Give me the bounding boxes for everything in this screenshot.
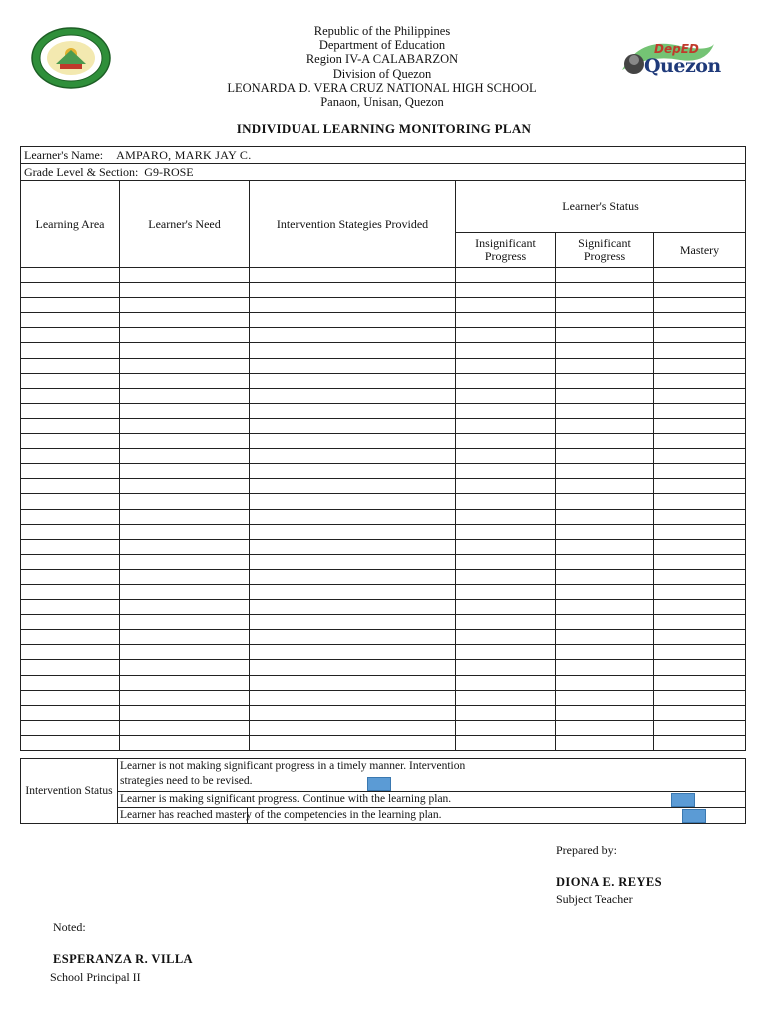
cell-significant[interactable] [556, 705, 654, 720]
cell-insignificant[interactable] [456, 539, 556, 554]
cell-significant[interactable] [556, 524, 654, 539]
cell-significant[interactable] [556, 434, 654, 449]
col-learners-need: Learner's Need [120, 181, 250, 268]
table-row [21, 298, 746, 313]
cell-insignificant[interactable] [456, 479, 556, 494]
table-row [21, 494, 746, 509]
table-row [21, 449, 746, 464]
cell-intervention[interactable] [250, 675, 456, 690]
cell-intervention[interactable] [250, 690, 456, 705]
legend-row-significant [118, 792, 746, 808]
cell-learning-area[interactable] [21, 373, 120, 388]
cell-intervention[interactable] [250, 630, 456, 645]
cell-learning-area[interactable] [21, 358, 120, 373]
cell-mastery[interactable] [654, 343, 746, 358]
legend-row3-cell-b [248, 808, 746, 824]
cell-learning-area[interactable] [21, 343, 120, 358]
cell-insignificant[interactable] [456, 645, 556, 660]
school-header [180, 24, 584, 109]
col-learners-status: Learner's Status [456, 181, 746, 233]
cell-mastery[interactable] [654, 403, 746, 418]
cell-learners-need[interactable] [120, 449, 250, 464]
cell-learning-area[interactable] [21, 720, 120, 735]
table-row [21, 720, 746, 735]
cell-mastery[interactable] [654, 554, 746, 569]
cell-learning-area[interactable] [21, 313, 120, 328]
cell-intervention[interactable] [250, 434, 456, 449]
cell-learning-area[interactable] [21, 569, 120, 584]
cell-significant[interactable] [556, 479, 654, 494]
cell-learning-area[interactable] [21, 735, 120, 750]
cell-insignificant[interactable] [456, 675, 556, 690]
cell-mastery[interactable] [654, 569, 746, 584]
table-row [21, 735, 746, 750]
cell-intervention[interactable] [250, 449, 456, 464]
cell-mastery[interactable] [654, 720, 746, 735]
cell-learners-need[interactable] [120, 630, 250, 645]
cell-significant[interactable] [556, 569, 654, 584]
table-row [21, 554, 746, 569]
monitoring-table [20, 146, 746, 751]
cell-significant[interactable] [556, 720, 654, 735]
cell-intervention[interactable] [250, 539, 456, 554]
cell-insignificant[interactable] [456, 615, 556, 630]
cell-learning-area[interactable] [21, 494, 120, 509]
table-row [21, 645, 746, 660]
cell-learners-need[interactable] [120, 675, 250, 690]
cell-intervention[interactable] [250, 373, 456, 388]
cell-significant[interactable] [556, 630, 654, 645]
table-row [21, 600, 746, 615]
cell-learning-area[interactable] [21, 434, 120, 449]
cell-learners-need[interactable] [120, 373, 250, 388]
cell-insignificant[interactable] [456, 328, 556, 343]
cell-mastery[interactable] [654, 358, 746, 373]
cell-intervention[interactable] [250, 328, 456, 343]
table-row [21, 705, 746, 720]
cell-intervention[interactable] [250, 554, 456, 569]
cell-insignificant[interactable] [456, 630, 556, 645]
cell-learning-area[interactable] [21, 554, 120, 569]
cell-learners-need[interactable] [120, 600, 250, 615]
cell-mastery[interactable] [654, 373, 746, 388]
cell-intervention[interactable] [250, 524, 456, 539]
prepared-by-label: Prepared by: [556, 843, 617, 857]
cell-significant[interactable] [556, 464, 654, 479]
grade-section-value[interactable]: G9-ROSE [144, 164, 194, 179]
cell-intervention[interactable] [250, 569, 456, 584]
cell-intervention[interactable] [250, 358, 456, 373]
table-row [21, 675, 746, 690]
cell-mastery[interactable] [654, 524, 746, 539]
cell-learning-area[interactable] [21, 524, 120, 539]
table-row [21, 358, 746, 373]
cell-mastery[interactable] [654, 690, 746, 705]
cell-significant[interactable] [556, 600, 654, 615]
cell-insignificant[interactable] [456, 358, 556, 373]
cell-intervention[interactable] [250, 343, 456, 358]
cell-mastery[interactable] [654, 328, 746, 343]
cell-learners-need[interactable] [120, 434, 250, 449]
cell-learners-need[interactable] [120, 569, 250, 584]
teacher-name: DIONA E. REYES [556, 875, 662, 889]
cell-mastery[interactable] [654, 449, 746, 464]
cell-significant[interactable] [556, 388, 654, 403]
cell-insignificant[interactable] [456, 268, 556, 283]
table-row [21, 343, 746, 358]
cell-learners-need[interactable] [120, 539, 250, 554]
grade-section-row [21, 164, 746, 181]
cell-learners-need[interactable] [120, 388, 250, 403]
cell-insignificant[interactable] [456, 660, 556, 675]
cell-insignificant[interactable] [456, 554, 556, 569]
cell-intervention[interactable] [250, 268, 456, 283]
cell-insignificant[interactable] [456, 569, 556, 584]
legend-row-not-significant [118, 759, 746, 792]
status-swatch-mastery[interactable] [682, 809, 706, 823]
cell-significant[interactable] [556, 509, 654, 524]
cell-mastery[interactable] [654, 705, 746, 720]
header-line-region: Region IV-A CALABARZON [305, 52, 459, 67]
table-row [21, 464, 746, 479]
teacher-title: Subject Teacher [556, 892, 633, 906]
table-row [21, 584, 746, 599]
header-line-school: LEONARDA D. VERA CRUZ NATIONAL HIGH SCHOOL [227, 80, 537, 95]
cell-intervention[interactable] [250, 705, 456, 720]
table-row [21, 313, 746, 328]
cell-learners-need[interactable] [120, 313, 250, 328]
header-line-republic: Republic of the Philippines [313, 24, 451, 38]
cell-learning-area[interactable] [21, 418, 120, 433]
table-row [21, 539, 746, 554]
cell-mastery[interactable] [654, 630, 746, 645]
cell-significant[interactable] [556, 675, 654, 690]
cell-learning-area[interactable] [21, 675, 120, 690]
table-row [21, 268, 746, 283]
cell-learners-need[interactable] [120, 343, 250, 358]
cell-significant[interactable] [556, 645, 654, 660]
legend-row1-line1: Learner is not making significant progress in a timely manner. Intervention [120, 760, 466, 772]
cell-learning-area[interactable] [21, 283, 120, 298]
cell-learning-area[interactable] [21, 388, 120, 403]
col-learning-area: Learning Area [21, 181, 120, 268]
cell-intervention[interactable] [250, 479, 456, 494]
cell-mastery[interactable] [654, 539, 746, 554]
header-line-address: Panaon, Unisan, Quezon [320, 95, 444, 110]
cell-learning-area[interactable] [21, 705, 120, 720]
cell-insignificant[interactable] [456, 720, 556, 735]
cell-significant[interactable] [556, 298, 654, 313]
cell-learners-need[interactable] [120, 464, 250, 479]
cell-significant[interactable] [556, 660, 654, 675]
cell-insignificant[interactable] [456, 735, 556, 750]
table-row [21, 690, 746, 705]
cell-learners-need[interactable] [120, 645, 250, 660]
learner-name-label: Learner's Name: [24, 147, 104, 162]
legend-row1-line2: strategies need to be revised. [120, 775, 253, 787]
cell-mastery[interactable] [654, 675, 746, 690]
cell-mastery[interactable] [654, 660, 746, 675]
cell-significant[interactable] [556, 268, 654, 283]
cell-intervention[interactable] [250, 403, 456, 418]
cell-insignificant[interactable] [456, 388, 556, 403]
cell-learning-area[interactable] [21, 509, 120, 524]
cell-insignificant[interactable] [456, 418, 556, 433]
cell-intervention[interactable] [250, 283, 456, 298]
cell-learners-need[interactable] [120, 418, 250, 433]
cell-learning-area[interactable] [21, 464, 120, 479]
cell-insignificant[interactable] [456, 313, 556, 328]
cell-insignificant[interactable] [456, 373, 556, 388]
cell-intervention[interactable] [250, 388, 456, 403]
grade-section-label: Grade Level & Section: [24, 164, 139, 179]
cell-significant[interactable] [556, 584, 654, 599]
cell-insignificant[interactable] [456, 343, 556, 358]
logo-quezon-text: Quezon [644, 55, 721, 77]
cell-intervention[interactable] [250, 615, 456, 630]
cell-insignificant[interactable] [456, 584, 556, 599]
cell-learning-area[interactable] [21, 328, 120, 343]
col-insignificant-progress: Insignificant Progress [456, 233, 556, 268]
school-seal-logo [30, 26, 112, 90]
legend-label: Intervention Status [21, 759, 118, 824]
cell-mastery[interactable] [654, 283, 746, 298]
table-row [21, 418, 746, 433]
cell-intervention[interactable] [250, 313, 456, 328]
cell-insignificant[interactable] [456, 494, 556, 509]
cell-intervention[interactable] [250, 464, 456, 479]
col-mastery: Mastery [654, 233, 746, 268]
table-row [21, 373, 746, 388]
cell-learning-area[interactable] [21, 615, 120, 630]
cell-learning-area[interactable] [21, 268, 120, 283]
cell-significant[interactable] [556, 615, 654, 630]
cell-learners-need[interactable] [120, 283, 250, 298]
cell-significant[interactable] [556, 343, 654, 358]
cell-mastery[interactable] [654, 509, 746, 524]
cell-mastery[interactable] [654, 313, 746, 328]
cell-learning-area[interactable] [21, 600, 120, 615]
cell-intervention[interactable] [250, 298, 456, 313]
cell-significant[interactable] [556, 494, 654, 509]
cell-intervention[interactable] [250, 645, 456, 660]
cell-learning-area[interactable] [21, 403, 120, 418]
cell-learning-area[interactable] [21, 449, 120, 464]
cell-learners-need[interactable] [120, 509, 250, 524]
cell-significant[interactable] [556, 403, 654, 418]
status-swatch-continue[interactable] [671, 793, 695, 807]
intervention-status-legend [20, 758, 746, 824]
cell-intervention[interactable] [250, 494, 456, 509]
header-line-department: Department of Education [318, 38, 446, 53]
cell-learners-need[interactable] [120, 358, 250, 373]
cell-mastery[interactable] [654, 735, 746, 750]
cell-learners-need[interactable] [120, 735, 250, 750]
cell-mastery[interactable] [654, 479, 746, 494]
cell-learning-area[interactable] [21, 298, 120, 313]
cell-intervention[interactable] [250, 509, 456, 524]
cell-significant[interactable] [556, 373, 654, 388]
deped-quezon-logo [620, 40, 721, 82]
cell-learning-area[interactable] [21, 630, 120, 645]
cell-insignificant[interactable] [456, 298, 556, 313]
status-swatch-revise[interactable] [367, 777, 391, 791]
cell-insignificant[interactable] [456, 434, 556, 449]
cell-learning-area[interactable] [21, 645, 120, 660]
cell-mastery[interactable] [654, 434, 746, 449]
cell-learners-need[interactable] [120, 690, 250, 705]
table-row [21, 388, 746, 403]
cell-mastery[interactable] [654, 418, 746, 433]
col-significant-progress: Significant Progress [556, 233, 654, 268]
cell-learning-area[interactable] [21, 690, 120, 705]
cell-insignificant[interactable] [456, 705, 556, 720]
cell-significant[interactable] [556, 449, 654, 464]
table-row [21, 615, 746, 630]
table-row [21, 328, 746, 343]
principal-name: ESPERANZA R. VILLA [53, 952, 193, 966]
cell-intervention[interactable] [250, 735, 456, 750]
legend-row3-cell-a [118, 808, 442, 824]
principal-title: School Principal II [50, 970, 141, 984]
table-body [21, 268, 746, 751]
table-row [21, 660, 746, 675]
cell-intervention[interactable] [250, 720, 456, 735]
cell-learning-area[interactable] [21, 479, 120, 494]
cell-mastery[interactable] [654, 645, 746, 660]
cell-significant[interactable] [556, 358, 654, 373]
cell-insignificant[interactable] [456, 509, 556, 524]
table-row [21, 509, 746, 524]
cell-mastery[interactable] [654, 600, 746, 615]
table-row [21, 434, 746, 449]
table-row [21, 283, 746, 298]
table-row [21, 630, 746, 645]
cell-learners-need[interactable] [120, 298, 250, 313]
cell-mastery[interactable] [654, 584, 746, 599]
cell-insignificant[interactable] [456, 403, 556, 418]
legend-row3-text: Learner has reached mastery of the competencies in the learning plan. [120, 809, 442, 821]
cell-learners-need[interactable] [120, 615, 250, 630]
cell-learners-need[interactable] [120, 584, 250, 599]
document-title: INDIVIDUAL LEARNING MONITORING PLAN [236, 121, 532, 136]
table-row [21, 569, 746, 584]
cell-mastery[interactable] [654, 494, 746, 509]
cell-mastery[interactable] [654, 268, 746, 283]
cell-mastery[interactable] [654, 464, 746, 479]
cell-learners-need[interactable] [120, 479, 250, 494]
cell-learning-area[interactable] [21, 660, 120, 675]
cell-learners-need[interactable] [120, 705, 250, 720]
cell-mastery[interactable] [654, 388, 746, 403]
cell-significant[interactable] [556, 313, 654, 328]
cell-learners-need[interactable] [120, 494, 250, 509]
cell-intervention[interactable] [250, 660, 456, 675]
cell-learners-need[interactable] [120, 524, 250, 539]
cell-learners-need[interactable] [120, 268, 250, 283]
legend-row2-text: Learner is making significant progress. Continue with the learning plan. [120, 793, 452, 805]
learner-name-row [21, 147, 746, 164]
cell-significant[interactable] [556, 554, 654, 569]
col-intervention: Intervention Stategies Provided [250, 181, 456, 268]
cell-learners-need[interactable] [120, 554, 250, 569]
table-row [21, 403, 746, 418]
cell-learners-need[interactable] [120, 720, 250, 735]
cell-learners-need[interactable] [120, 403, 250, 418]
cell-significant[interactable] [556, 328, 654, 343]
cell-learning-area[interactable] [21, 539, 120, 554]
cell-mastery[interactable] [654, 615, 746, 630]
cell-insignificant[interactable] [456, 690, 556, 705]
cell-significant[interactable] [556, 418, 654, 433]
cell-significant[interactable] [556, 539, 654, 554]
learner-name-value[interactable]: AMPARO, MARK JAY C. [116, 147, 252, 162]
cell-significant[interactable] [556, 735, 654, 750]
cell-insignificant[interactable] [456, 449, 556, 464]
cell-insignificant[interactable] [456, 283, 556, 298]
cell-learners-need[interactable] [120, 660, 250, 675]
table-row [21, 479, 746, 494]
cell-intervention[interactable] [250, 418, 456, 433]
cell-insignificant[interactable] [456, 464, 556, 479]
cell-intervention[interactable] [250, 600, 456, 615]
cell-learners-need[interactable] [120, 328, 250, 343]
cell-intervention[interactable] [250, 584, 456, 599]
cell-learning-area[interactable] [21, 584, 120, 599]
cell-significant[interactable] [556, 690, 654, 705]
header-line-division: Division of Quezon [332, 66, 432, 81]
cell-insignificant[interactable] [456, 524, 556, 539]
cell-mastery[interactable] [654, 298, 746, 313]
table-row [21, 524, 746, 539]
noted-label: Noted: [53, 920, 86, 934]
cell-insignificant[interactable] [456, 600, 556, 615]
logo-deped-text: DepED [654, 42, 699, 56]
cell-significant[interactable] [556, 283, 654, 298]
